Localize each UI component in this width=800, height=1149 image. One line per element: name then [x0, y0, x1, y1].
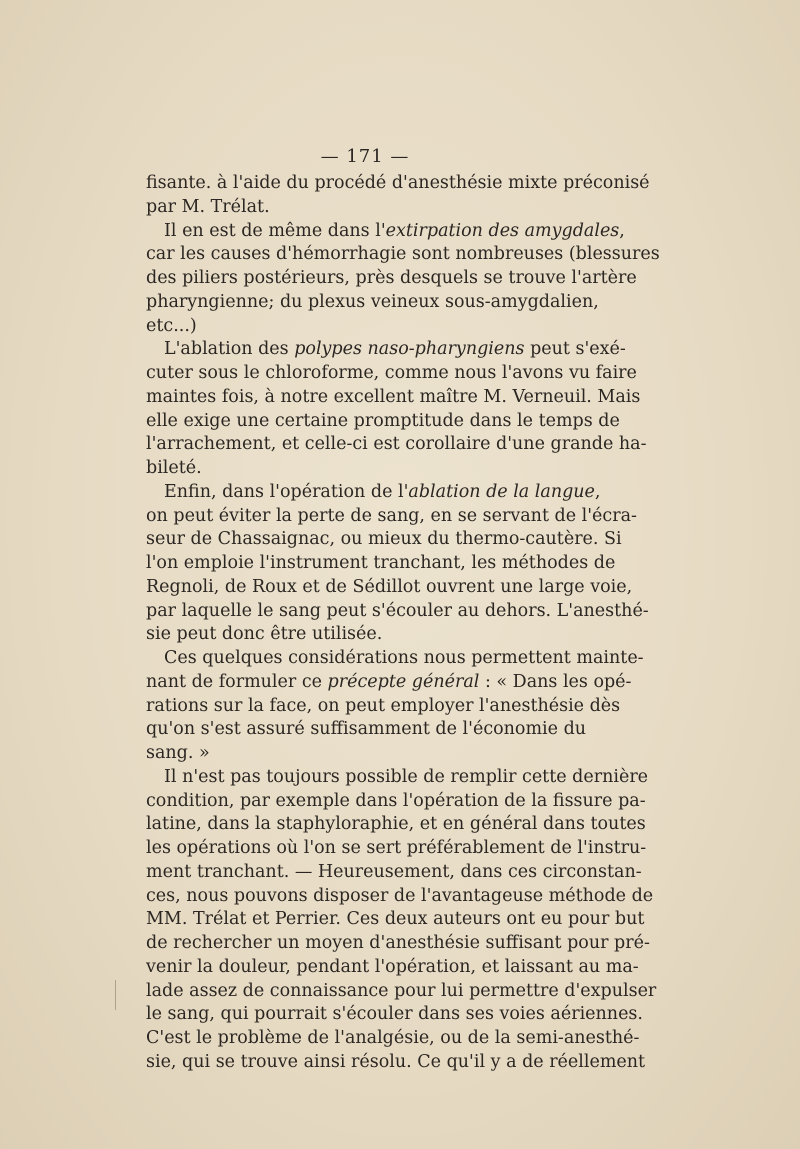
text-line: [164, 220, 625, 242]
text-line: [146, 172, 650, 194]
text-segment: Regnoli, de Roux et de Sédillot ouvrent une large voie,: [146, 576, 633, 597]
italic-text: extirpation des amygdales: [385, 220, 620, 241]
text-segment: qu'on s'est assuré suffisamment de l'économie du: [146, 719, 587, 740]
text-segment: MM. Trélat et Perrier. Ces deux auteurs ont eu pour but: [146, 909, 645, 930]
text-line: [146, 362, 637, 384]
italic-text: précepte général: [327, 671, 480, 692]
text-segment: C'est le problème de l'analgésie, ou de la semi-anesthé-: [146, 1028, 640, 1048]
text-segment: nant de formuler ce: [146, 671, 328, 692]
text-segment: les opérations où l'on se sert préférablement de l'instru-: [146, 838, 647, 858]
text-line: [146, 742, 572, 764]
text-line: [164, 647, 644, 669]
text-line: [146, 267, 637, 289]
text-line: [146, 980, 657, 1002]
text-segment: par laquelle le sang peut s'écouler au dehors. L'anesthé-: [146, 600, 649, 621]
text-line: [146, 837, 647, 859]
text-segment: lade assez de connaissance pour lui permettre d'expulser: [146, 980, 657, 1001]
text-line: [146, 718, 587, 740]
text-segment: Enfin, dans l'opération de l': [164, 481, 409, 502]
text-segment: L'ablation des: [164, 339, 295, 360]
text-line: [146, 505, 637, 527]
text-segment: venir la douleur, pendant l'opération, et laissant au ma-: [146, 956, 639, 977]
margin-mark: [115, 980, 122, 1010]
text-line: [146, 457, 572, 479]
text-segment: sie, qui se trouve ainsi résolu. Ce qu'il y a de réellement: [146, 1051, 646, 1072]
text-line: [146, 410, 620, 432]
text-segment: on peut éviter la perte de sang, en se servant de l'écra-: [146, 505, 637, 526]
italic-text: polypes naso-pharyngiens: [294, 339, 525, 360]
text-line: [164, 481, 601, 503]
text-segment: Il n'est pas toujours possible de remplir cette dernière: [164, 766, 649, 787]
text-segment: sie peut donc être utilisée.: [146, 624, 383, 645]
text-segment: seur de Chassaignac, ou mieux du thermo-cautère. Si: [146, 529, 622, 550]
text-segment: condition, par exemple dans l'opération de la fissure pa-: [146, 790, 646, 811]
text-line: [146, 932, 650, 954]
text-line: [146, 861, 642, 883]
text-line: [146, 528, 622, 550]
text-segment: elle exige une certaine promptitude dans le temps de: [146, 410, 620, 431]
text-segment: ,: [619, 220, 625, 241]
text-line: [146, 386, 641, 408]
text-line: [146, 433, 647, 455]
text-line: [146, 623, 572, 645]
text-line: [146, 1051, 646, 1073]
text-segment: de rechercher un moyen d'anesthésie suffisant pour pré-: [146, 933, 650, 953]
text-segment: Il en est de même dans l': [164, 220, 386, 241]
text-segment: Ces quelques considérations nous permettent mainte-: [164, 648, 644, 668]
text-line: [146, 885, 654, 907]
text-line: [146, 671, 632, 693]
text-line: [146, 291, 599, 313]
text-segment: des piliers postérieurs, près desquels se trouve l'artère: [146, 268, 637, 288]
text-line: [146, 1027, 640, 1049]
text-segment: latine, dans la staphyloraphie, et en général dans toutes: [146, 814, 646, 835]
text-line: [146, 552, 616, 574]
text-segment: par M. Trélat.: [146, 196, 270, 217]
text-line: [146, 576, 633, 598]
text-segment: ment tranchant. — Heureusement, dans ces circonstan-: [146, 861, 642, 882]
text-segment: pharyngienne; du plexus veineux sous-amygdalien,: [146, 291, 599, 312]
text-segment: maintes fois, à notre excellent maître M. Verneuil. Mais: [146, 386, 641, 407]
text-segment: cuter sous le chloroforme, comme nous l'avons vu faire: [146, 363, 637, 383]
text-line: [146, 196, 572, 218]
text-line: [146, 908, 645, 930]
text-segment: l'arrachement, et celle-ci est corollaire d'une grande ha-: [146, 434, 647, 455]
text-segment: : « Dans les opé-: [479, 671, 632, 692]
text-line: [146, 790, 646, 812]
text-segment: rations sur la face, on peut employer l'anesthésie dès: [146, 695, 621, 716]
text-line: [146, 956, 639, 978]
text-line: [146, 813, 646, 835]
text-segment: l'on emploie l'instrument tranchant, les méthodes de: [146, 553, 616, 573]
text-line: [146, 315, 572, 337]
text-line: [164, 338, 626, 360]
text-line: [164, 766, 649, 788]
text-segment: peut s'exé-: [524, 339, 626, 360]
text-segment: etc...): [146, 315, 197, 336]
page-number: — 171 —: [320, 146, 410, 167]
italic-text: ablation de la langue: [408, 481, 595, 502]
text-line: [146, 1003, 643, 1025]
text-line: [146, 695, 621, 717]
text-segment: sang. »: [146, 743, 210, 763]
text-segment: bileté.: [146, 458, 202, 478]
text-segment: ces, nous pouvons disposer de l'avantageuse méthode de: [146, 885, 654, 906]
text-segment: car les causes d'hémorrhagie sont nombreuses (blessures: [146, 244, 660, 265]
text-segment: le sang, qui pourrait s'écouler dans ses voies aériennes.: [146, 1004, 643, 1025]
text-segment: fisante. à l'aide du procédé d'anesthésie mixte préconisé: [146, 173, 650, 193]
text-line: [146, 600, 649, 622]
text-line: [146, 243, 660, 265]
text-segment: ,: [594, 481, 601, 502]
